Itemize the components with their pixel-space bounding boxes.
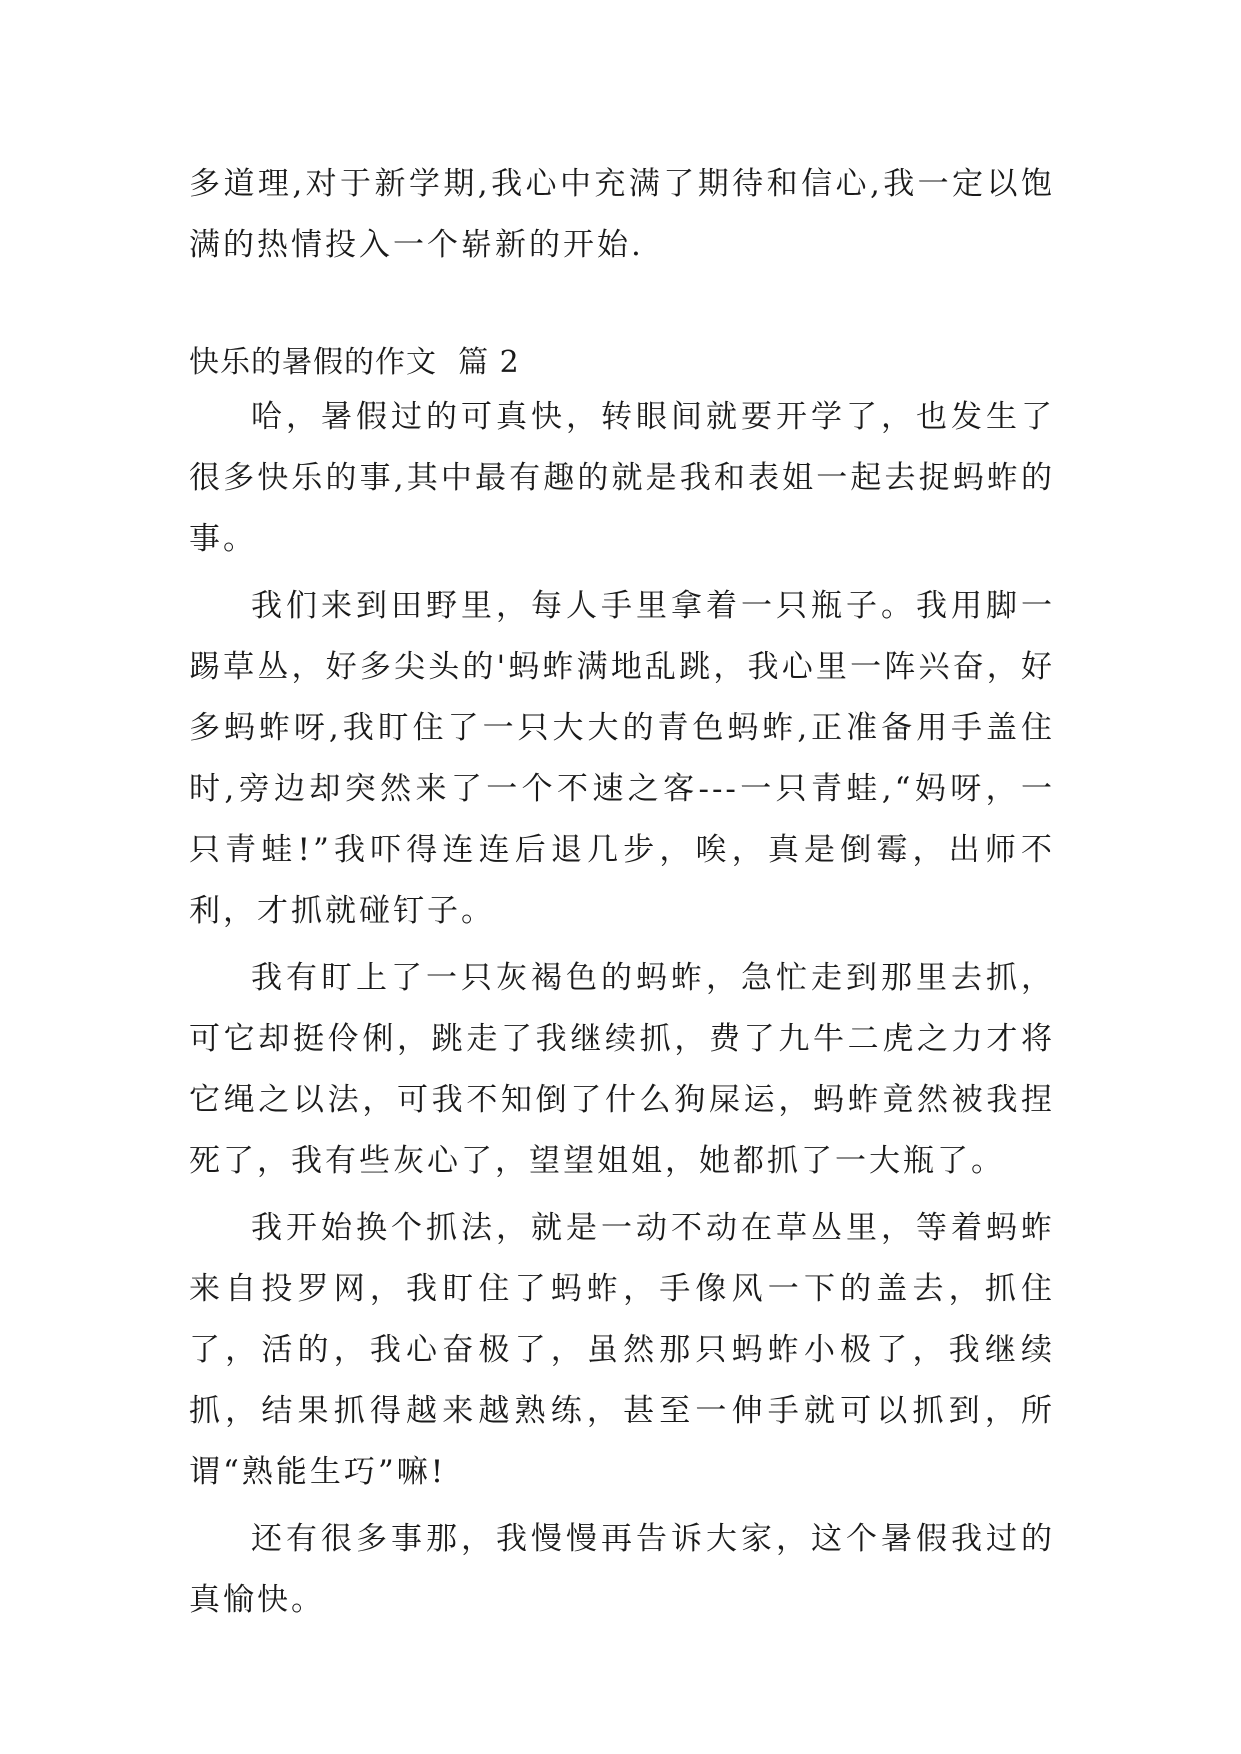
paragraph-5: 还有很多事那，我慢慢再告诉大家，这个暑假我过的真愉快。 — [189, 1521, 1055, 1618]
paragraph-3: 我有盯上了一只灰褐色的蚂蚱，急忙走到那里去抓，可它却挺伶俐，跳走了我继续抓，费了九牛二虎之力才将它绳之以法，可我不知倒了什么狗屎运，蚂蚱竟然被我捏死了，我有些灰心了，望望姐姐，她都抓了一大瓶了。 — [189, 960, 1055, 1179]
continued-paragraph: 多道理,对于新学期,我心中充满了期待和信心,我一定以饱满的热情投入一个崭新的开始. — [189, 166, 1055, 263]
paragraph-2: 我们来到田野里，每人手里拿着一只瓶子。我用脚一踢草丛，好多尖头的'蚂蚱满地乱跳，我心里一阵兴奋，好多蚂蚱呀,我盯住了一只大大的青色蚂蚱,正准备用手盖住时,旁边却突然来了一个不速之客---一只青蛙,“妈呀，一只青蛙!”我吓得连连后退几步，唉，真是倒霉，出师不利，才抓就碰钉子。 — [189, 588, 1055, 929]
paragraph-1: 哈，暑假过的可真快，转眼间就要开学了，也发生了很多快乐的事,其中最有趣的就是我和表姐一起去捉蚂蚱的事。 — [189, 399, 1055, 557]
essay-heading: 快乐的暑假的作文 篇 2 — [189, 345, 520, 380]
essay-body — [189, 387, 1055, 1637]
paragraph-4: 我开始换个抓法，就是一动不动在草丛里，等着蚂蚱来自投罗网，我盯住了蚂蚱，手像风一下的盖去，抓住了，活的，我心奋极了，虽然那只蚂蚱小极了，我继续抓，结果抓得越来越熟练，甚至一伸手就可以抓到，所谓“熟能生巧”嘛! — [189, 1210, 1055, 1490]
